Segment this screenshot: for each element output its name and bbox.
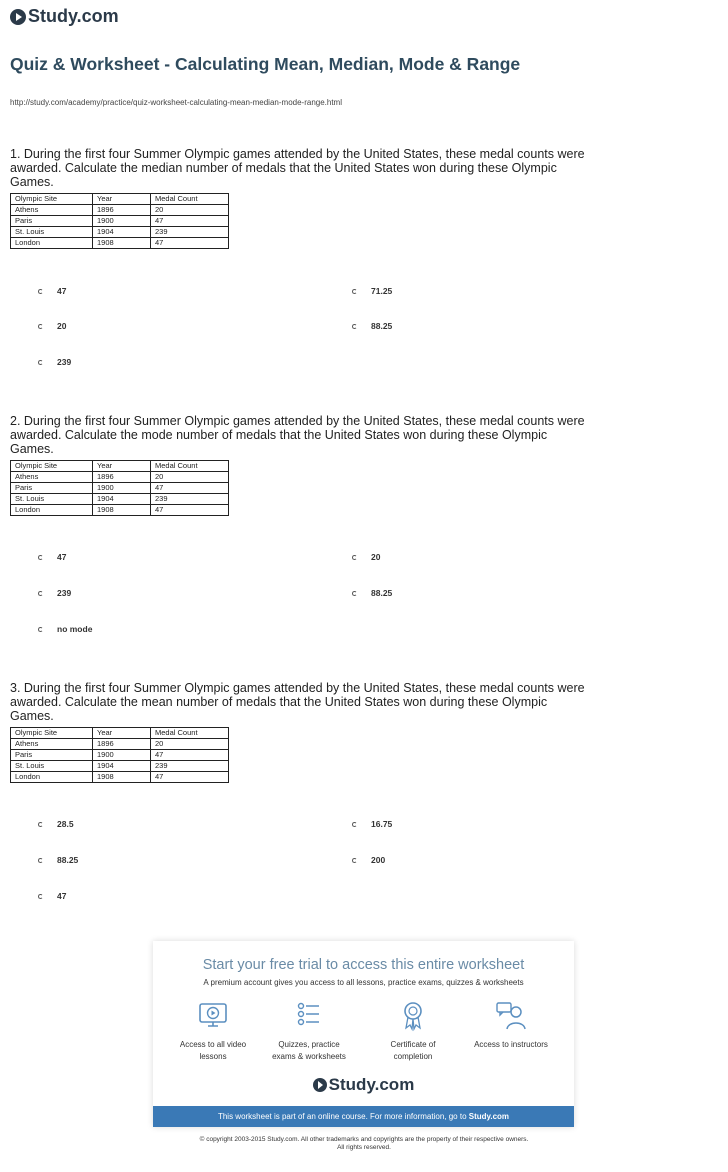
answer-option[interactable] bbox=[38, 286, 66, 296]
logo-text: Study.com bbox=[28, 6, 119, 26]
feature-label: Certificate of completion bbox=[390, 1040, 436, 1061]
option-label: 16.75 bbox=[371, 819, 393, 829]
copyright-footer bbox=[0, 1136, 728, 1152]
table-cell: 1908 bbox=[93, 772, 151, 783]
table-cell: London bbox=[11, 505, 93, 516]
feature-quizzes bbox=[269, 999, 349, 1063]
radio-button[interactable] bbox=[38, 822, 43, 827]
question-text: 2. During the first four Summer Olympic games attended by the United States, these medal counts were awarded. Calculate the mode number of medals that the United States won during these Olympic Games. bbox=[10, 414, 585, 456]
table-cell: 1904 bbox=[93, 227, 151, 238]
table-cell: 239 bbox=[151, 761, 229, 772]
header-cell: Medal Count bbox=[151, 461, 229, 472]
option-label: 88.25 bbox=[371, 588, 393, 598]
study-logo[interactable] bbox=[10, 6, 119, 27]
question-2 bbox=[10, 414, 590, 516]
feature-label: Access to all video lessons bbox=[179, 1040, 247, 1061]
table-cell: 47 bbox=[151, 238, 229, 249]
promo-info-bar[interactable] bbox=[153, 1106, 574, 1127]
radio-button[interactable] bbox=[38, 894, 43, 899]
header-cell: Olympic Site bbox=[11, 461, 93, 472]
option-label: 71.25 bbox=[371, 286, 393, 296]
table-cell: 1896 bbox=[93, 739, 151, 750]
question-text: 3. During the first four Summer Olympic games attended by the United States, these medal counts were awarded. Calculate the mean number of medals that the United States won during these Olympic Games. bbox=[10, 681, 585, 723]
header-cell: Year bbox=[93, 728, 151, 739]
radio-button[interactable] bbox=[38, 858, 43, 863]
table-cell: 239 bbox=[151, 494, 229, 505]
option-label: 47 bbox=[57, 286, 67, 296]
rights-text: All rights reserved. bbox=[337, 1144, 391, 1151]
header-cell: Olympic Site bbox=[11, 728, 93, 739]
table-cell: St. Louis bbox=[11, 227, 93, 238]
table-cell: 1896 bbox=[93, 205, 151, 216]
table-cell: 20 bbox=[151, 472, 229, 483]
table-cell: 1904 bbox=[93, 761, 151, 772]
option-label: 20 bbox=[371, 552, 381, 562]
medal-table bbox=[10, 460, 229, 516]
table-cell: 47 bbox=[151, 483, 229, 494]
radio-button[interactable] bbox=[352, 822, 357, 827]
table-row bbox=[11, 505, 229, 516]
page-title: Quiz & Worksheet - Calculating Mean, Median, Mode & Range bbox=[10, 54, 521, 74]
header-cell: Olympic Site bbox=[11, 194, 93, 205]
radio-button[interactable] bbox=[352, 555, 357, 560]
answer-option[interactable] bbox=[352, 855, 385, 865]
promo-logo bbox=[153, 1075, 574, 1095]
play-logo-icon bbox=[10, 9, 26, 25]
answer-option[interactable] bbox=[38, 357, 71, 367]
table-row bbox=[11, 205, 229, 216]
video-lesson-icon bbox=[196, 999, 230, 1033]
option-label: 239 bbox=[57, 588, 72, 598]
table-cell: 1908 bbox=[93, 505, 151, 516]
feature-label: Access to instructors bbox=[474, 1040, 548, 1049]
certificate-icon bbox=[396, 999, 430, 1033]
option-label: 47 bbox=[57, 552, 67, 562]
table-row bbox=[11, 761, 229, 772]
feature-instructors bbox=[471, 999, 551, 1051]
quiz-list-icon bbox=[292, 999, 326, 1033]
option-label: 239 bbox=[57, 357, 72, 367]
question-text: 1. During the first four Summer Olympic games attended by the United States, these medal counts were awarded. Calculate the median number of medals that the United States won during these Olympic Games. bbox=[10, 147, 585, 189]
table-row bbox=[11, 772, 229, 783]
table-row bbox=[11, 216, 229, 227]
table-cell: Athens bbox=[11, 739, 93, 750]
option-label: 88.25 bbox=[57, 855, 79, 865]
page-url: http://study.com/academy/practice/quiz-worksheet-calculating-mean-median-mode-range.html bbox=[10, 98, 342, 107]
table-cell: Paris bbox=[11, 216, 93, 227]
answer-option[interactable] bbox=[38, 855, 78, 865]
option-label: 47 bbox=[57, 891, 67, 901]
answer-option[interactable] bbox=[352, 819, 392, 829]
table-row bbox=[11, 494, 229, 505]
table-cell: London bbox=[11, 772, 93, 783]
table-cell: London bbox=[11, 238, 93, 249]
answer-option[interactable] bbox=[352, 286, 392, 296]
header-cell: Medal Count bbox=[151, 728, 229, 739]
table-cell: 20 bbox=[151, 739, 229, 750]
answer-option[interactable] bbox=[38, 321, 66, 331]
answer-option[interactable] bbox=[352, 552, 380, 562]
radio-button[interactable] bbox=[352, 324, 357, 329]
table-cell: 20 bbox=[151, 205, 229, 216]
feature-certificate bbox=[373, 999, 453, 1063]
promo-bar-link[interactable]: Study.com bbox=[468, 1112, 510, 1121]
table-row bbox=[11, 750, 229, 761]
promo-bar-text: This worksheet is part of an online course. For more information, go to bbox=[217, 1112, 469, 1121]
radio-button[interactable] bbox=[352, 289, 357, 294]
play-logo-icon bbox=[313, 1078, 327, 1092]
feature-video-lessons bbox=[173, 999, 253, 1063]
table-row bbox=[11, 472, 229, 483]
header-cell: Year bbox=[93, 194, 151, 205]
question-3 bbox=[10, 681, 590, 783]
option-label: 88.25 bbox=[371, 321, 393, 331]
table-header-row bbox=[11, 461, 229, 472]
table-row bbox=[11, 227, 229, 238]
table-cell: 239 bbox=[151, 227, 229, 238]
answer-option[interactable] bbox=[38, 891, 66, 901]
table-cell: 1904 bbox=[93, 494, 151, 505]
table-cell: 1900 bbox=[93, 483, 151, 494]
header-cell: Year bbox=[93, 461, 151, 472]
radio-button[interactable] bbox=[38, 627, 43, 632]
table-cell: Paris bbox=[11, 483, 93, 494]
radio-button[interactable] bbox=[38, 324, 43, 329]
table-row bbox=[11, 739, 229, 750]
table-cell: 47 bbox=[151, 216, 229, 227]
answer-option[interactable] bbox=[38, 588, 71, 598]
option-label: 20 bbox=[57, 321, 67, 331]
promo-subheading: A premium account gives you access to all lessons, practice exams, quizzes & worksheets bbox=[203, 978, 524, 987]
table-cell: 47 bbox=[151, 772, 229, 783]
option-label: 28.5 bbox=[57, 819, 74, 829]
table-cell: 47 bbox=[151, 505, 229, 516]
radio-button[interactable] bbox=[38, 360, 43, 365]
answer-option[interactable] bbox=[38, 624, 92, 634]
feature-label: Quizzes, practice exams & worksheets bbox=[272, 1040, 346, 1061]
promo-heading: Start your free trial to access this entire worksheet bbox=[202, 957, 525, 973]
radio-button[interactable] bbox=[38, 555, 43, 560]
radio-button[interactable] bbox=[38, 289, 43, 294]
radio-button[interactable] bbox=[38, 591, 43, 596]
table-header-row bbox=[11, 728, 229, 739]
medal-table bbox=[10, 727, 229, 783]
answer-option[interactable] bbox=[38, 552, 66, 562]
option-label: 200 bbox=[371, 855, 386, 865]
answer-option[interactable] bbox=[352, 321, 392, 331]
table-cell: St. Louis bbox=[11, 761, 93, 772]
table-row bbox=[11, 238, 229, 249]
table-cell: 1900 bbox=[93, 750, 151, 761]
answer-option[interactable] bbox=[352, 588, 392, 598]
question-1 bbox=[10, 147, 590, 249]
table-cell: Paris bbox=[11, 750, 93, 761]
table-header-row bbox=[11, 194, 229, 205]
copyright-text: © copyright 2003-2015 Study.com. All other trademarks and copyrights are the property of their respective owners. bbox=[199, 1136, 529, 1143]
promo-logo-text: Study.com bbox=[328, 1075, 415, 1094]
medal-table bbox=[10, 193, 229, 249]
answer-option[interactable] bbox=[38, 819, 74, 829]
table-cell: 1900 bbox=[93, 216, 151, 227]
table-cell: 1908 bbox=[93, 238, 151, 249]
table-cell: 1896 bbox=[93, 472, 151, 483]
table-cell: St. Louis bbox=[11, 494, 93, 505]
free-trial-promo[interactable] bbox=[153, 941, 574, 1127]
radio-button[interactable] bbox=[352, 591, 357, 596]
table-cell: 47 bbox=[151, 750, 229, 761]
option-label: no mode bbox=[57, 624, 93, 634]
radio-button[interactable] bbox=[352, 858, 357, 863]
header-cell: Medal Count bbox=[151, 194, 229, 205]
instructor-icon bbox=[494, 999, 528, 1033]
table-cell: Athens bbox=[11, 205, 93, 216]
table-cell: Athens bbox=[11, 472, 93, 483]
table-row bbox=[11, 483, 229, 494]
